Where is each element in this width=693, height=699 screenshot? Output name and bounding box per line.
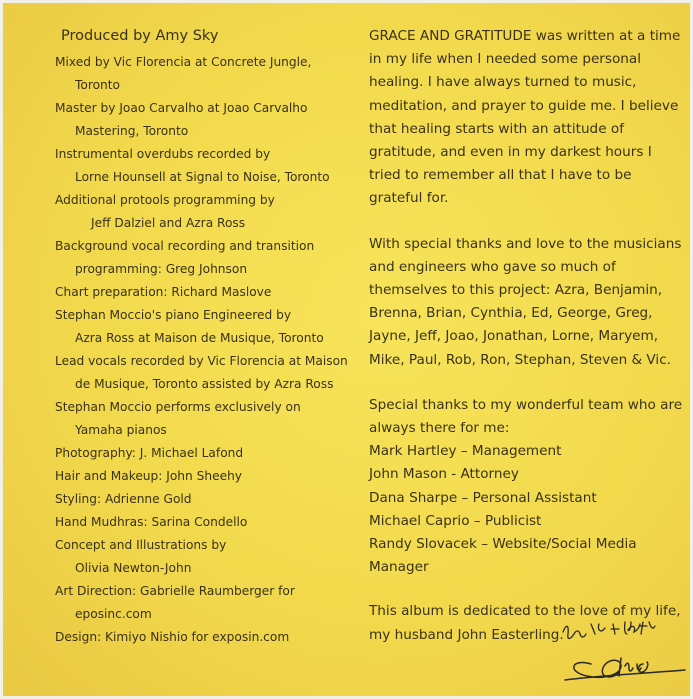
credit-line: Hair and Makeup: John Sheehy <box>55 469 243 483</box>
team-member: Michael Caprio – Publicist <box>369 512 542 529</box>
credit-line-cont: Olivia Newton-John <box>75 561 192 575</box>
team-member: John Mason - Attorney <box>369 466 519 483</box>
team-member: Dana Sharpe – Personal Assistant <box>369 489 597 506</box>
credit-line-cont: eposinc.com <box>75 607 152 621</box>
credit-line: Lead vocals recorded by Vic Florencia at Maison <box>55 354 348 368</box>
credit-line: Background vocal recording and transition <box>55 239 315 253</box>
credit-illustrations <box>55 534 355 580</box>
credit-chart-prep <box>55 281 355 304</box>
credit-hand-mudhras <box>55 511 355 534</box>
credits-column <box>55 27 355 649</box>
credit-line: Hand Mudhras: Sarina Condello <box>55 515 248 529</box>
credit-line: Design: Kimiyo Nishio for exposin.com <box>55 630 290 644</box>
credit-line: Mixed by Vic Florencia at Concrete Jungle, <box>55 55 312 69</box>
producer-credit: Produced by Amy Sky <box>61 28 219 44</box>
credit-line: Art Direction: Gabrielle Raumberger for <box>55 584 295 598</box>
credit-design <box>55 626 355 649</box>
credit-line-cont: Mastering, Toronto <box>75 124 189 138</box>
dedication-paragraph: This album is dedicated to the love of my life, my husband John Easterling. <box>369 603 681 643</box>
credit-mastering <box>55 97 355 143</box>
credit-piano-engineering <box>55 304 355 350</box>
team-member: Mark Hartley – Management <box>369 443 562 460</box>
credit-art-direction <box>55 580 355 626</box>
credit-hair-makeup <box>55 465 355 488</box>
credit-line-cont: de Musique, Toronto assisted by Azra Ross <box>75 377 334 391</box>
credit-line: Photography: J. Michael Lafond <box>55 446 244 460</box>
notes-column <box>369 25 687 647</box>
credit-line: Stephan Moccio performs exclusively on <box>55 400 301 414</box>
credit-line-cont: programming: Greg Johnson <box>75 262 248 276</box>
credit-photography <box>55 442 355 465</box>
credit-line: Instrumental overdubs recorded by <box>55 147 271 161</box>
credit-yamaha <box>55 396 355 442</box>
credit-lead-vocals <box>55 350 355 396</box>
credit-line: Stephan Moccio's piano Engineered by <box>55 308 292 322</box>
credit-line-cont: Lorne Hounsell at Signal to Noise, Toronto <box>75 170 330 184</box>
credit-line: Chart preparation: Richard Maslove <box>55 285 272 299</box>
credit-line: Additional protools programming by <box>55 193 275 207</box>
credit-line: Styling: Adrienne Gold <box>55 492 192 506</box>
credit-line-cont: Jeff Dalziel and Azra Ross <box>91 216 246 230</box>
credit-line: Concept and Illustrations by <box>55 538 227 552</box>
musicians-thanks-paragraph: With special thanks and love to the musicians and engineers who gave so much of themselves to this project: Azra, Benjamin, Brenna, Brian, Cynthia, Ed, George, Greg, Jayne, Jeff, Joao, Jonathan, Lorne, Maryem, Mike, Paul, Rob, Ron, Stephan, Steven & Vic. <box>369 235 682 368</box>
team-list <box>369 440 687 579</box>
team-intro-paragraph: Special thanks to my wonderful team who are always there for me: <box>369 396 683 437</box>
credit-overdubs <box>55 143 355 189</box>
intro-paragraph: GRACE AND GRATITUDE was written at a time in my life when I needed some personal healing. I have always turned to music, meditation, and prayer to guide me. I believe that healing starts with an attitude of gratitude, and even in my darkest hours I tried to remember all that I have to be grateful for. <box>369 28 681 207</box>
credit-mixing <box>55 51 355 97</box>
handwritten-signature <box>561 618 691 698</box>
credit-line-cont: Yamaha pianos <box>75 423 167 437</box>
team-member: Randy Slovacek – Website/Social Media Manager <box>369 536 637 576</box>
credit-protools <box>55 189 355 235</box>
credit-styling <box>55 488 355 511</box>
credit-line-cont: Toronto <box>75 78 120 92</box>
credit-line-cont: Azra Ross at Maison de Musique, Toronto <box>75 331 324 345</box>
credit-background-vocals <box>55 235 355 281</box>
credit-line: Master by Joao Carvalho at Joao Carvalho <box>55 101 308 115</box>
